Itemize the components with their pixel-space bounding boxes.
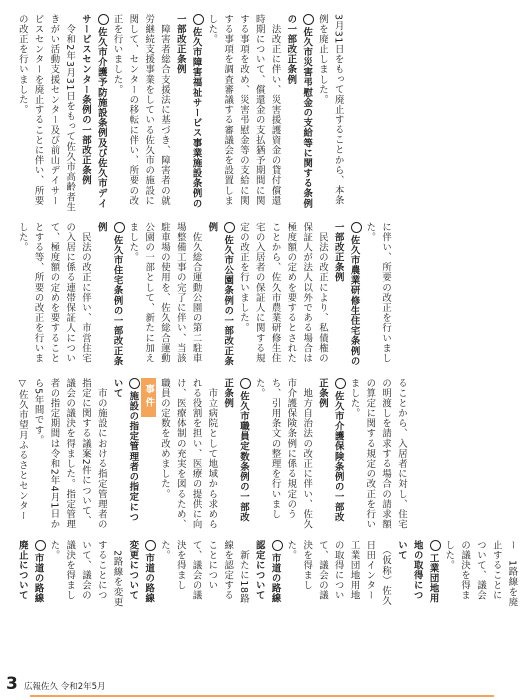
item-body: 2路線を変更することについて、議会の議決を得ました。 [48,540,123,608]
item-title-text: 工業団地用地の取得について [395,540,439,604]
item-title [175,14,202,209]
item-body: 市の施設における指定管理者の指定に関する議案2件について、議会の議決を得ました。指定管理者の指定期間は令和2年4月1日から5年間です。 [32,378,107,530]
item-body: 民法の改正に伴い、市営住宅の入居に係る連帯保証人について、極度額の定めを要することとする等、所要の改正を行いました。 [16,222,91,364]
section-row-3 [14,378,480,532]
item-title [285,14,312,209]
section-badge: 事件 [141,378,156,417]
item-body: 市立病院として地域から求められる役割を担い、医療の提供に向け、医療体制の充実を図るため、職員の定数を改めました。 [158,378,218,530]
item-body: 令和2年3月31日をもって佐久市高齢者生きがい活動支援センター及び前山デイサービスセンターを廃止することに伴い、所要の改正を行いました。 [16,14,76,213]
item-body: 新たに18路線を認定することについて、議会の議決を得ました。 [158,540,249,604]
paragraph-text: ることから、入居者に対し、住宅の明渡しを請求する場合の請求額の算定に関する規定の改正を行いました。 [348,378,407,530]
item-title [254,540,281,603]
paragraph-text: ー 1路線を廃止することについて、議会の議決を得ました。 [443,540,518,608]
publication-name: 広報佐久 令和2年5月 [24,682,106,692]
item-title-text: 市道の路線廃止について [16,540,44,604]
paragraph-text: ▽佐久市望月ふるさとセンター [16,378,28,521]
paragraph-text: 3月31日をもって廃止することから、本条例を廃止しました。 [316,14,344,206]
circle-bullet-icon [129,378,140,389]
item-title-text: 佐久市農業研修生住宅条例の一部改正条例 [332,222,360,367]
circle-bullet-icon [114,222,125,233]
item-title-text: 佐久市介護予防施設条例及び佐久市デイサービスセンター条例の一部改正条例 [79,14,107,209]
circle-bullet-icon [272,540,283,551]
page-number: 3 [6,674,18,694]
item-title [17,540,44,603]
circle-bullet-icon [145,540,156,551]
item-title-text: 佐久市介護保険条例の一部改正条例 [316,378,344,523]
circle-bullet-icon [35,540,46,551]
item-body: 地方自治法の改正に伴い、佐久市介護保険条例に係る規定のうち、引用条文の整理を行いました。 [253,378,313,530]
section-row-4 [14,540,518,610]
item-body: （仮称）佐久日田インター工業団地用地の取得について、議会の議決を得ました。 [285,540,392,606]
item-title-text: 佐久市公園条例の一部改正条例 [206,222,234,367]
item-title [127,540,154,603]
item-body: 障害者総合支援法に基づき、障害者の就労継続支援事業をしている佐久市の施設に関して、センターの移転に伴い、所要の改正を行いました。 [111,14,170,206]
item-body: 法改正に伴い、災害援護資金の貸付償還時期について、償還金の支払猶予期間に関する事項を改め、災害弔慰金等の支給に関する事項を調査審議する審議会を設置しました。 [206,14,281,206]
text-flow-3 [14,378,409,532]
item-title [112,378,139,522]
item-body: 佐久総合運動公園の第二駐車場整備工事の完了に伴い、当該駐車場の使用を、佐久総合運動公園の一部として、新たに加えました。 [127,222,202,364]
section-row-1 [14,14,480,214]
circle-bullet-icon [193,14,204,25]
item-title [222,378,249,522]
circle-bullet-icon [430,540,441,551]
item-title [96,222,123,366]
item-title [333,222,360,366]
item-title-text: 佐久市住宅条例の一部改正条例 [95,222,123,367]
circle-bullet-icon [303,14,314,25]
footer-accent-bar [30,695,494,697]
item-title-text: 市道の路線変更について [127,540,155,604]
item-title [80,14,107,209]
item-title [396,540,439,603]
item-title-text: 市道の路線認定について [253,540,281,604]
circle-bullet-icon [98,14,109,25]
paragraph-text: に伴い、所要の改正を行いました。 [364,222,392,364]
text-flow-2 [14,222,393,370]
item-body: 民法の改正により、私債権の保証人が法人以外である場合は極度額の定めを要するとされたことから、佐久市農業研修生住宅の入居者の保証人に関する規定の改正を行いました。 [237,222,328,364]
item-title [317,378,344,522]
item-title-text: 佐久市職員定数条例の一部改正条例 [222,378,249,523]
page-footer [0,676,494,700]
item-title-text: 佐久市障害福祉サービス事業施設条例の一部改正条例 [174,14,202,209]
circle-bullet-icon [224,222,235,233]
item-title-text: 佐久市災害弔慰金の支給等に関する条例の一部改正条例 [285,14,313,209]
circle-bullet-icon [240,378,251,389]
text-flow-1 [14,14,346,214]
item-title [206,222,233,366]
item-title-text: 施設の指定管理者の指定について [111,378,139,523]
section-row-2 [14,222,480,370]
text-flow-4 [14,540,520,610]
circle-bullet-icon [335,378,346,389]
circle-bullet-icon [351,222,362,233]
